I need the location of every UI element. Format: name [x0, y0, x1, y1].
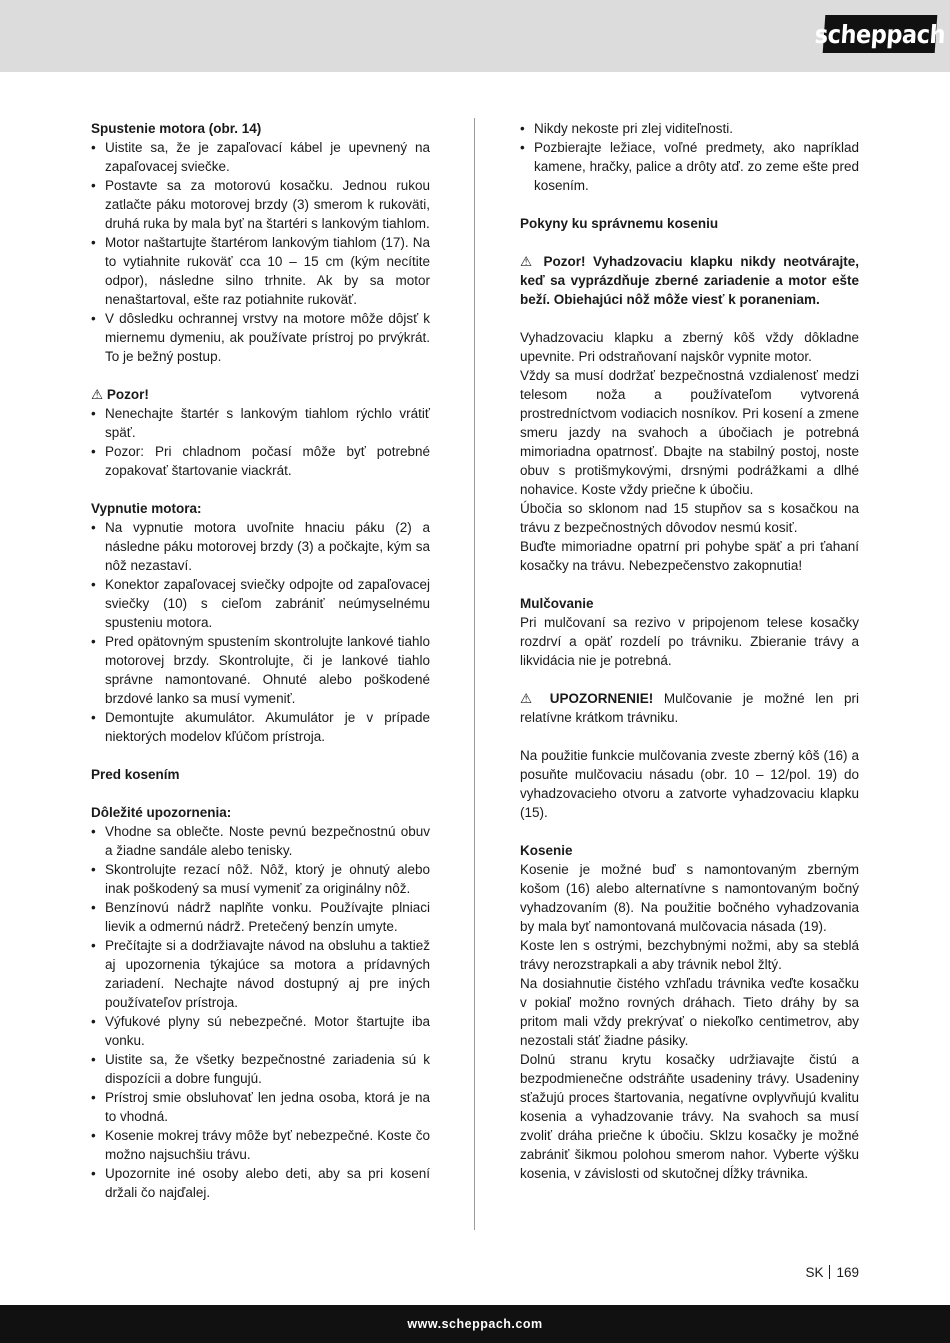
list-item: • Na vypnutie motora uvoľnite hnaciu páku (2) a následne páku motorovej brzdy (3) a počkajte, kým sa nôž nezastaví. [91, 518, 430, 575]
scheppach-logo: scheppach [823, 15, 938, 53]
paragraph: Úbočia so sklonom nad 15 stupňov sa s kosačkou na trávu z bezpečnostných dôvodov nesmú kosiť. [520, 501, 859, 535]
left-column [91, 119, 430, 1202]
bullet-list [91, 138, 430, 366]
spacer [91, 480, 430, 499]
spacer [520, 309, 859, 328]
bullet-list [91, 404, 430, 480]
warning-note [520, 689, 859, 727]
section-heading: Spustenie motora (obr. 14) [91, 121, 262, 136]
spacer [91, 366, 430, 385]
list-item: • Pozor: Pri chladnom počasí môže byť potrebné zopakovať štartovanie viackrát. [91, 442, 430, 480]
paragraph: Vždy sa musí dodržať bezpečnostná vzdialenosť medzi telesom noža a používateľom vytvorená prostredníctvom vodiacich nosníkov. Pri kosení a zmene smeru jazdy na svahoch a úbočiach je potrebná mimoriadna opatrnosť. Dbajte na stabilný postoj, noste obuv s protišmykovými, drsnými podrážkami a dlhé nohavice. Koste vždy priečne k úbočiu. [520, 368, 859, 497]
right-column [520, 119, 859, 1183]
list-item: • Kosenie mokrej trávy môže byť nebezpečné. Koste čo možno najsuchšiu trávu. [91, 1126, 430, 1164]
list-item: • Prístroj smie obsluhovať len jedna osoba, ktorá je na to vhodná. [91, 1088, 430, 1126]
spacer [520, 195, 859, 214]
bullet-list [520, 119, 859, 195]
section-heading: Dôležité upozornenia: [91, 805, 232, 820]
section-heading: Mulčovanie [520, 596, 594, 611]
paragraph: Dolnú stranu krytu kosačky udržiavajte čistú a bezpodmienečne odstráňte usadeniny trávy. Usadeniny sťažujú proces štartovania, negatívne ovplyvňujú kvalitu kosenia a vyhadzovanie trávy. Na svahoch sa musí zvoliť dráha priečne k úbočiu. Sklzu kosačky je možné zabrániť šikmou polohou smerom nahor. Vyberte výšku kosenia, v závislosti od skutočnej dĺžky trávnika. [520, 1052, 859, 1181]
spacer [520, 670, 859, 689]
list-item: • Pred opätovným spustením skontrolujte lankové tiahlo motorovej brzdy. Skontrolujte, či je lankové tiahlo správne namontované. Ohnuté alebo poškodené brzdové lanko sa musí vymeniť. [91, 632, 430, 708]
paragraph: Koste len s ostrými, bezchybnými nožmi, aby sa steblá trávy nerozstrapkali a aby trávnik nebol žltý. [520, 938, 859, 972]
section-heading: Pred kosením [91, 767, 180, 782]
warning-label: ⚠ UPOZORNENIE! [520, 691, 654, 706]
list-item: • Nenechajte štartér s lankovým tiahlom rýchlo vrátiť späť. [91, 404, 430, 442]
bullet-list [91, 822, 430, 1202]
spacer [520, 822, 859, 841]
page-number [805, 1265, 859, 1280]
list-item: • V dôsledku ochrannej vrstvy na motore môže dôjsť k miernemu dymeniu, ak používate prístroj po prvýkrát. To je bežný postup. [91, 309, 430, 366]
list-item: • Demontujte akumulátor. Akumulátor je v prípade niektorých modelov kľúčom prístroja. [91, 708, 430, 746]
paragraph: Kosenie je možné buď s namontovaným zberným košom (16) alebo alternatívne s namontovaným bočný vyhadzovaním (8). Na použitie bočného vyhadzovania by mala byť namontovaná mulčovacia násada (19). [520, 862, 859, 934]
page-separator [829, 1265, 830, 1279]
spacer [91, 784, 430, 803]
list-item: • Pozbierajte ležiace, voľné predmety, ako napríklad kamene, hračky, palice a drôty atď. zo zeme ešte pred kosením. [520, 138, 859, 195]
list-item: • Motor naštartujte štartérom lankovým tiahlom (17). Na to vytiahnite rukoväť cca 10 – 15 cm (kým necítite odpor), následne silno trhnite. Ak by sa motor nenaštartoval, ešte raz potiahnite rukoväť. [91, 233, 430, 309]
warning-text: Mulčovanie je možné len pri relatívne krátkom trávniku. [520, 691, 859, 725]
list-item: • Výfukové plyny sú nebezpečné. Motor štartujte iba vonku. [91, 1012, 430, 1050]
list-item: • Prečítajte si a dodržiavajte návod na obsluhu a taktiež aj upozornenia týkajúce sa motora a prídavných zariadení. Nechajte návod dostupný aj pre iných používateľov prístroja. [91, 936, 430, 1012]
list-item: • Vhodne sa oblečte. Noste pevnú bezpečnostnú obuv a žiadne sandále alebo tenisky. [91, 822, 430, 860]
footer-band [0, 1305, 950, 1343]
warning-paragraph: ⚠ Pozor! Vyhadzovaciu klapku nikdy neotvárajte, keď sa vyprázdňuje zberné zariadenie a motor ešte beží. Obiehajúci nôž môže viesť k poraneniam. [520, 254, 859, 307]
list-item: • Uistite sa, že je zapaľovací kábel je upevnený na zapaľovacej sviečke. [91, 138, 430, 176]
language-code: SK [805, 1265, 824, 1280]
list-item: • Konektor zapaľovacej sviečky odpojte od zapaľovacej sviečky (10) s cieľom zabrániť neúmyselnému spusteniu motora. [91, 575, 430, 632]
bullet-list [91, 518, 430, 746]
list-item: • Uistite sa, že všetky bezpečnostné zariadenia sú k dispozícii a dobre fungujú. [91, 1050, 430, 1088]
list-item: • Skontrolujte rezací nôž. Nôž, ktorý je ohnutý alebo inak poškodený sa musí vymeniť za originálny nôž. [91, 860, 430, 898]
list-item: • Benzínovú nádrž naplňte vonku. Používajte plniaci lievik a odmernú nádrž. Pretečený benzín umyte. [91, 898, 430, 936]
section-heading: Pokyny ku správnemu koseniu [520, 216, 719, 231]
paragraph: Na dosiahnutie čistého vzhľadu trávnika veďte kosačku v pokiaľ možno rovných dráhach. Tieto dráhy by sa pritom mali vždy prekrývať o niekoľko centimetrov, aby nezostali stáť žiadne pásiky. [520, 976, 859, 1048]
spacer [520, 575, 859, 594]
header-band [0, 0, 950, 72]
section-heading: ⚠ Pozor! [91, 387, 149, 402]
section-heading: Kosenie [520, 843, 573, 858]
list-item: • Postavte sa za motorovú kosačku. Jednou rukou zatlačte páku motorovej brzdy (3) smerom k rukoväti, druhá ruka by mala byť na štartéri s lankovým tiahlom. [91, 176, 430, 233]
paragraph: Pri mulčovaní sa rezivo v pripojenom telese kosačky rozdrví a opäť rozdelí po trávniku. Zbieranie trávy a likvidácia nie je potrebná. [520, 615, 859, 668]
paragraph: Buďte mimoriadne opatrní pri pohybe späť a pri ťahaní kosačky na trávu. Nebezpečenstvo zakopnutia! [520, 539, 859, 573]
spacer [520, 727, 859, 746]
spacer [520, 233, 859, 252]
paragraph: Vyhadzovaciu klapku a zberný kôš vždy dôkladne upevnite. Pri odstraňovaní najskôr vypnite motor. [520, 330, 859, 364]
column-divider [474, 118, 475, 1230]
section-heading: Vypnutie motora: [91, 501, 202, 516]
paragraph: Na použitie funkcie mulčovania zveste zberný kôš (16) a posuňte mulčovaciu násadu (obr. 10 – 12/pol. 19) do vyhadzovacieho otvoru a zatvorte vyhadzovaciu klapku (15). [520, 748, 859, 820]
list-item: • Nikdy nekoste pri zlej viditeľnosti. [520, 119, 859, 138]
list-item: • Upozornite iné osoby alebo deti, aby sa pri kosení držali čo najďalej. [91, 1164, 430, 1202]
website-link[interactable]: www.scheppach.com [407, 1317, 543, 1331]
page-number-value: 169 [836, 1265, 859, 1280]
spacer [91, 746, 430, 765]
